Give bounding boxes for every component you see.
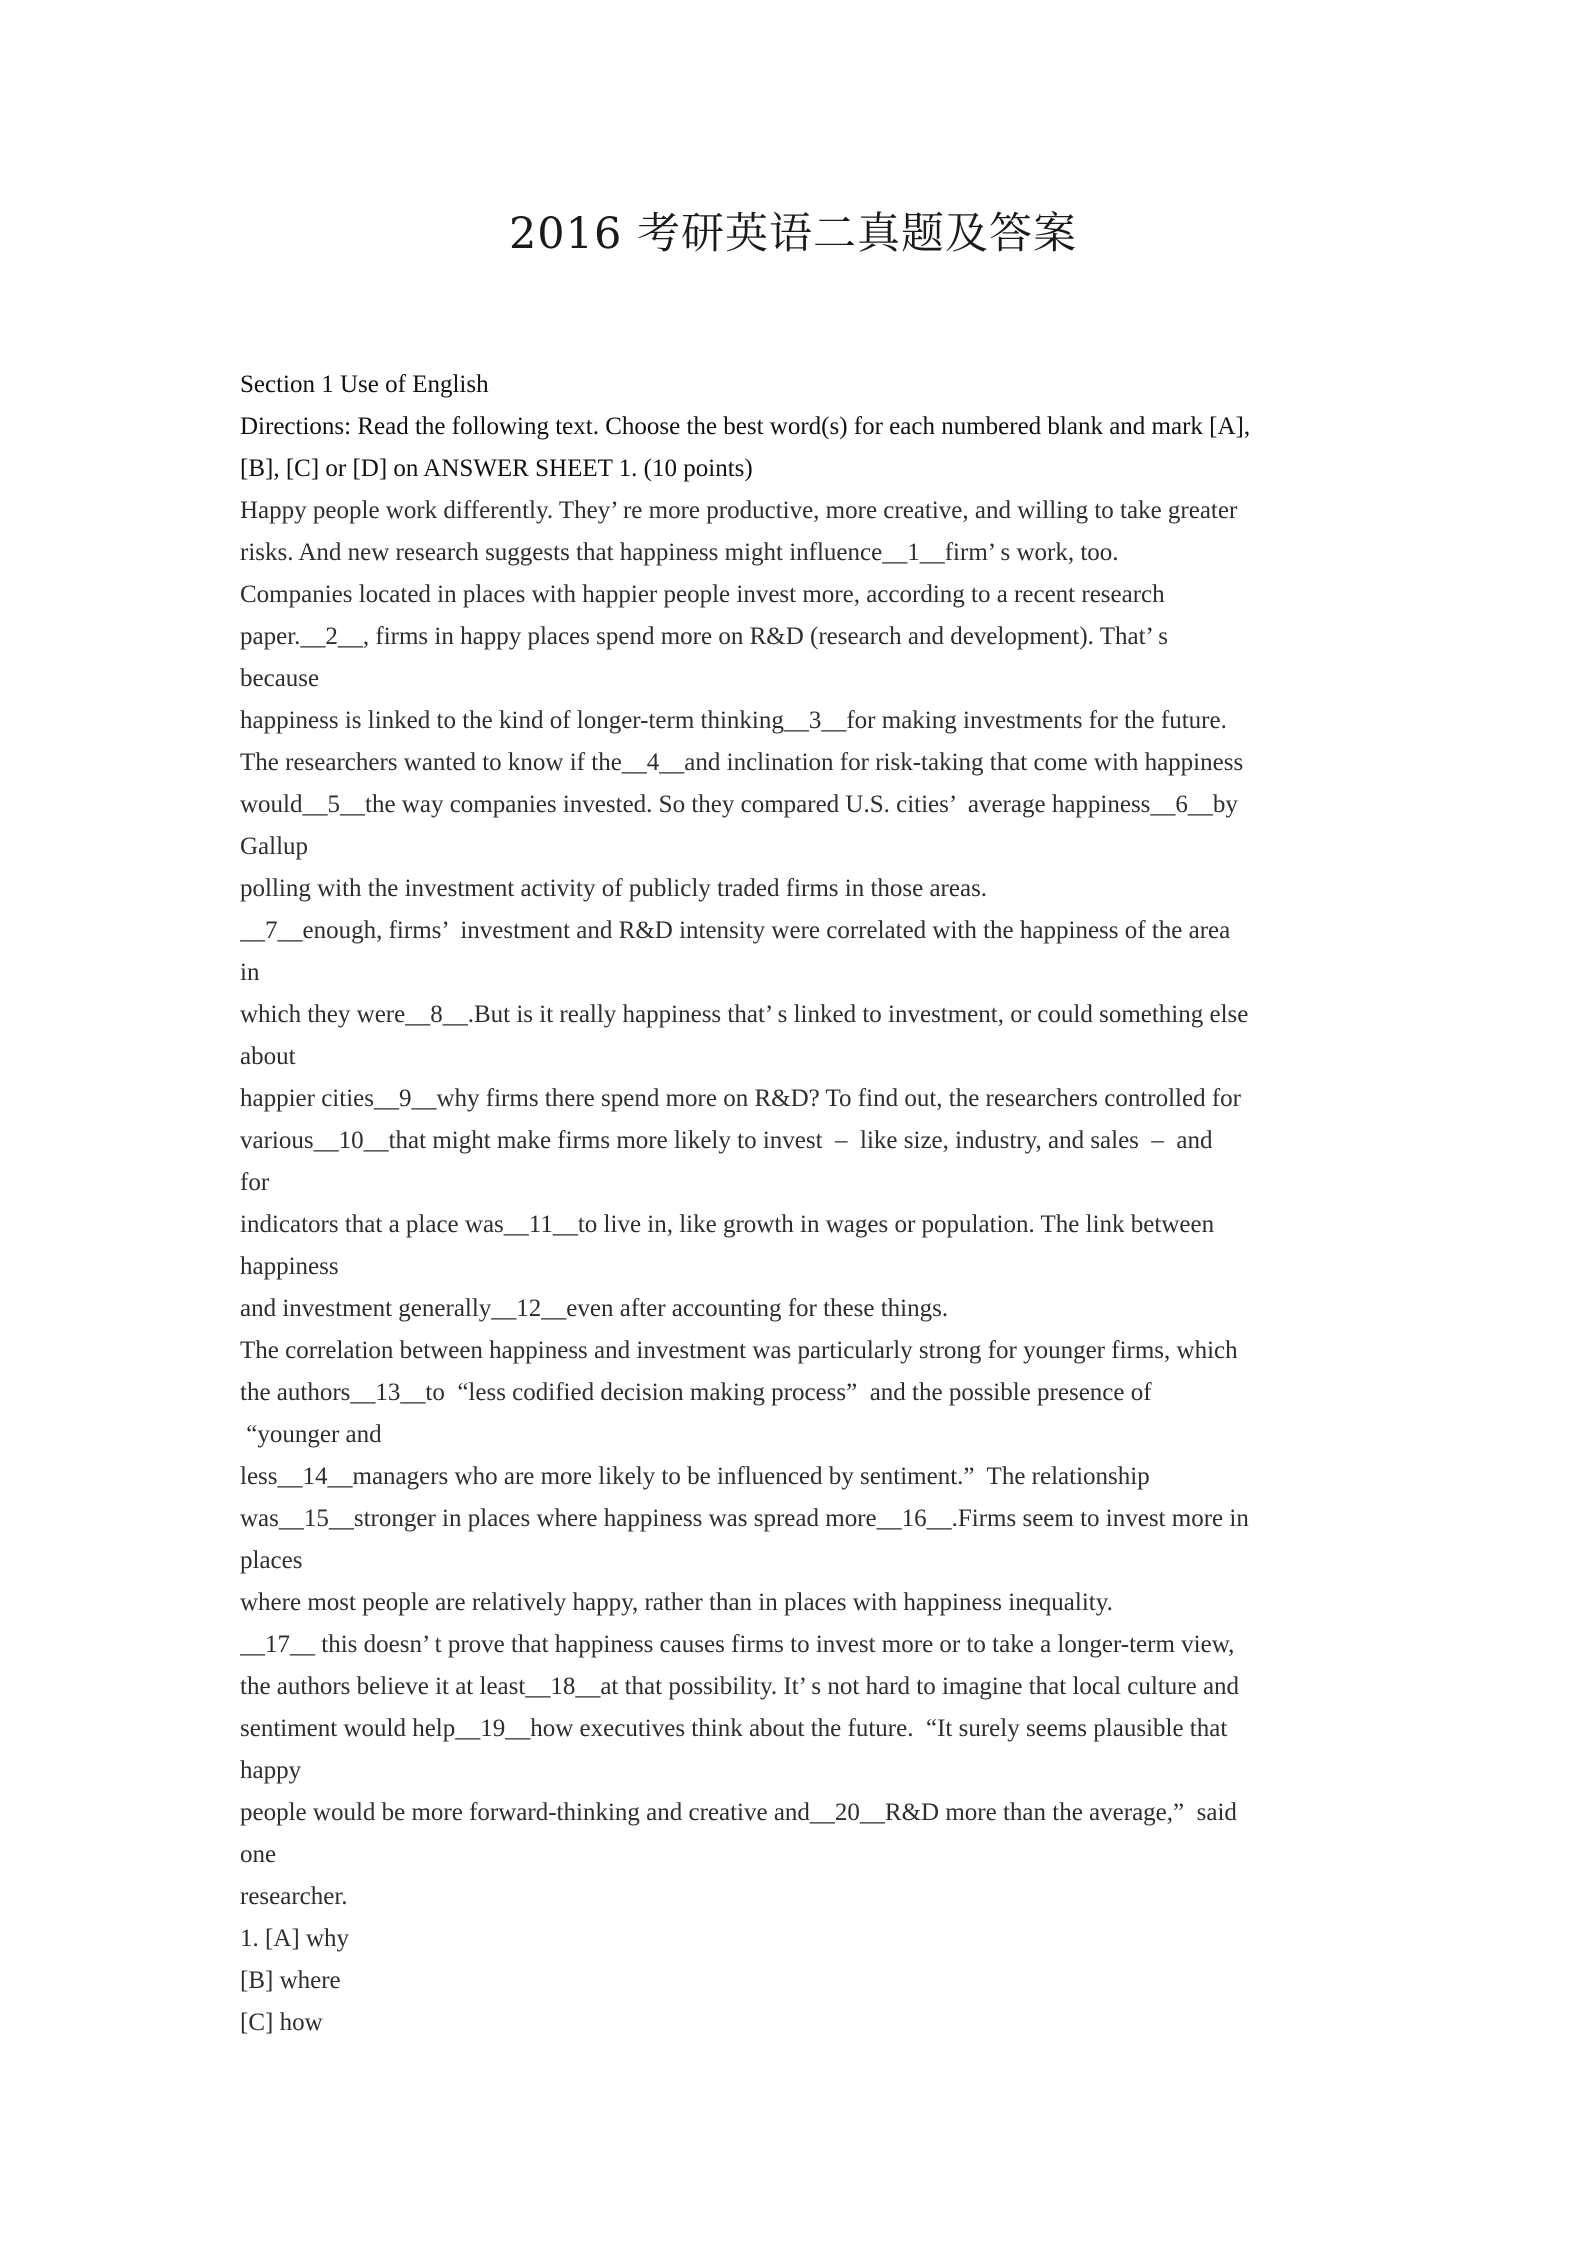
- section-heading: Section 1 Use of English: [240, 371, 489, 398]
- passage: [240, 490, 1360, 1918]
- passage-line: less__14__managers who are more likely to be influenced by sentiment.” The relationship: [240, 1463, 1150, 1490]
- passage-line: because: [240, 665, 320, 692]
- option-line: [C] how: [240, 2009, 323, 2036]
- passage-line: the authors__13__to “less codified decision making process” and the possible presence of: [240, 1379, 1152, 1406]
- passage-line: happiness: [240, 1253, 339, 1280]
- passage-line: Happy people work differently. They’ re more productive, more creative, and willing to take greater: [240, 497, 1238, 524]
- passage-line: The correlation between happiness and investment was particularly strong for younger firms, which: [240, 1337, 1238, 1364]
- passage-line: the authors believe it at least__18__at that possibility. It’ s not hard to imagine that local culture and: [240, 1673, 1240, 1700]
- passage-line: sentiment would help__19__how executives think about the future. “It surely seems plausible that: [240, 1715, 1228, 1742]
- passage-line: polling with the investment activity of publicly traded firms in those areas.: [240, 875, 988, 902]
- document-body: [240, 364, 1360, 2044]
- passage-line: __7__enough, firms’ investment and R&D intensity were correlated with the happiness of the area: [240, 917, 1231, 944]
- passage-line: which they were__8__.But is it really happiness that’ s linked to investment, or could something else: [240, 1001, 1249, 1028]
- passage-line: one: [240, 1841, 277, 1868]
- directions-line: Directions: Read the following text. Choose the best word(s) for each numbered blank and mark [A],: [240, 413, 1251, 440]
- passage-line: Companies located in places with happier people invest more, according to a recent research: [240, 581, 1165, 608]
- passage-line: The researchers wanted to know if the__4__and inclination for risk-taking that come with happiness: [240, 749, 1244, 776]
- passage-line: was__15__stronger in places where happiness was spread more__16__.Firms seem to invest more in: [240, 1505, 1249, 1532]
- passage-line: for: [240, 1169, 270, 1196]
- passage-line: people would be more forward-thinking and creative and__20__R&D more than the average,” said: [240, 1799, 1237, 1826]
- passage-line: happiness is linked to the kind of longer-term thinking__3__for making investments for the future.: [240, 707, 1227, 734]
- passage-line: where most people are relatively happy, rather than in places with happiness inequality.: [240, 1589, 1113, 1616]
- passage-line: risks. And new research suggests that happiness might influence__1__firm’ s work, too.: [240, 539, 1119, 566]
- question-1-options: [240, 1918, 1360, 2044]
- passage-line: happy: [240, 1757, 302, 1784]
- passage-line: Gallup: [240, 833, 309, 860]
- directions-line: [B], [C] or [D] on ANSWER SHEET 1. (10 points): [240, 455, 753, 482]
- passage-line: places: [240, 1547, 303, 1574]
- passage-line: in: [240, 959, 260, 986]
- passage-line: various__10__that might make firms more likely to invest – like size, industry, and sales – and: [240, 1127, 1213, 1154]
- passage-line: __17__ this doesn’ t prove that happiness causes firms to invest more or to take a longer-term view,: [240, 1631, 1235, 1658]
- passage-line: and investment generally__12__even after accounting for these things.: [240, 1295, 949, 1322]
- option-line: [B] where: [240, 1967, 341, 1994]
- passage-line: would__5__the way companies invested. So they compared U.S. cities’ average happiness__6__by: [240, 791, 1238, 818]
- passage-line: paper.__2__, firms in happy places spend more on R&D (research and development). That’ s: [240, 623, 1168, 650]
- document-title: 2016 考研英语二真题及答案: [508, 209, 1078, 259]
- passage-line: indicators that a place was__11__to live in, like growth in wages or population. The link between: [240, 1211, 1215, 1238]
- passage-line: “younger and: [240, 1421, 382, 1448]
- option-line: 1. [A] why: [240, 1925, 350, 1952]
- directions: [240, 406, 1360, 490]
- passage-line: about: [240, 1043, 296, 1070]
- passage-line: researcher.: [240, 1883, 348, 1910]
- passage-line: happier cities__9__why firms there spend more on R&D? To find out, the researchers controlled for: [240, 1085, 1241, 1112]
